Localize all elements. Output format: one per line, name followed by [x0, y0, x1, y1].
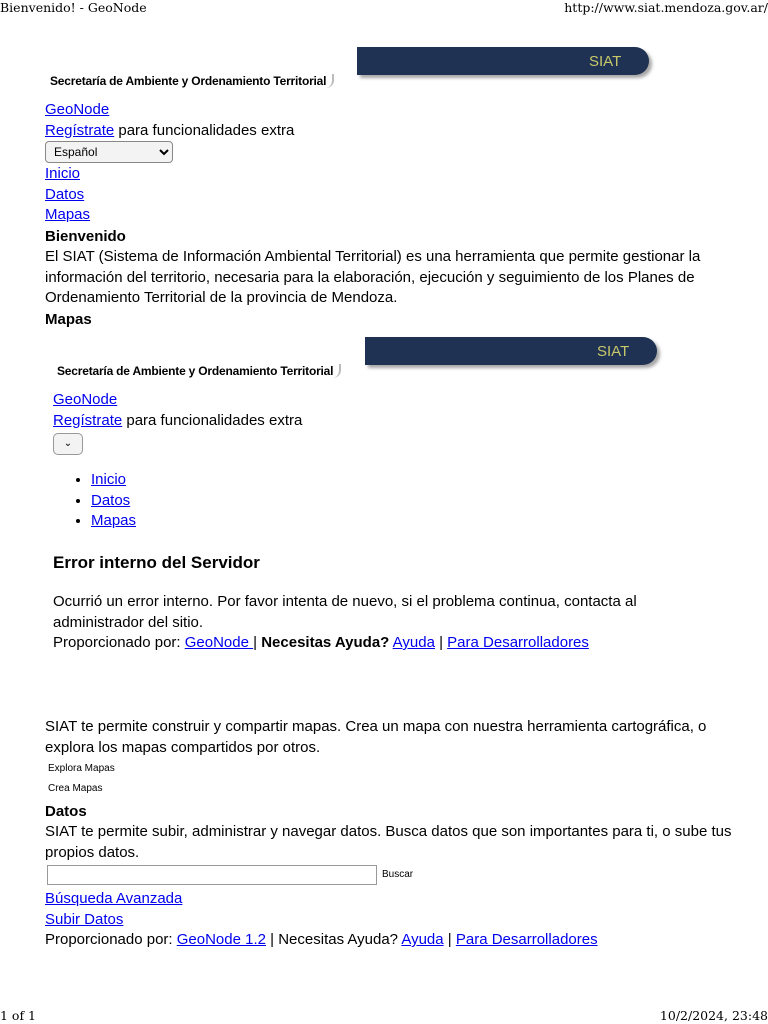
search-button[interactable]: Buscar	[382, 869, 414, 880]
maps-text: SIAT te permite construir y compartir mapas. Crea un mapa con nuestra herramienta cartográfica, o explora los mapas compartidos por otros.	[45, 718, 707, 756]
data-heading: Datos	[45, 803, 87, 820]
embedded-sep2: |	[434, 634, 448, 651]
chevron-down-icon: ⌄	[63, 438, 73, 449]
embedded-help-link[interactable]: Ayuda	[392, 634, 435, 651]
data-text: SIAT te permite subir, administrar y navegar datos. Busca datos que son importantes para ti, o sube tus propios datos.	[45, 823, 732, 861]
footer-devs-link[interactable]: Para Desarrolladores	[455, 931, 598, 948]
main-nav	[45, 164, 90, 226]
embedded-language-select[interactable]	[53, 433, 83, 455]
footer-geonode-link[interactable]: GeoNode 1.2	[176, 931, 266, 948]
footer-help-question: | Necesitas Ayuda?	[265, 931, 402, 948]
nav-inicio-link[interactable]: Inicio	[45, 165, 81, 182]
page-footer	[45, 930, 598, 951]
embedded-footer	[53, 633, 589, 654]
maps-heading: Mapas	[45, 311, 92, 328]
embedded-sep1: |	[253, 634, 262, 651]
print-page-count: 1 of 1	[0, 1008, 37, 1023]
embedded-header-links	[53, 390, 302, 431]
embedded-geonode-footer-link[interactable]: GeoNode	[184, 634, 254, 651]
embedded-siat-banner-bar	[365, 337, 657, 365]
embedded-geonode-link[interactable]: GeoNode	[53, 391, 118, 408]
embedded-nav-datos-link[interactable]: Datos	[91, 491, 131, 509]
embedded-nav	[53, 470, 353, 532]
nav-mapas-link[interactable]: Mapas	[45, 206, 91, 223]
embedded-devs-link[interactable]: Para Desarrolladores	[447, 634, 589, 651]
register-suffix: para funcionalidades extra	[114, 121, 295, 139]
error-title: Error interno del Servidor	[53, 553, 260, 572]
embedded-siat-logo-text: SIAT	[597, 343, 630, 360]
explore-maps-button[interactable]: Explora Mapas	[48, 763, 115, 774]
upload-data-link[interactable]: Subir Datos	[45, 910, 124, 928]
print-page-title: Bienvenido! - GeoNode	[0, 0, 147, 15]
geonode-link[interactable]: GeoNode	[45, 101, 110, 118]
embedded-secretaria-logo: Secretaría de Ambiente y Ordenamiento Territorial	[57, 364, 341, 378]
welcome-text: El SIAT (Sistema de Información Ambiental Territorial) es una herramienta que permite gestionar la información del territorio, necesaria para la elaboración, ejecución y seguimiento de los Planes de Ordenamiento Territorial de la provincia de Mendoza.	[45, 248, 701, 306]
footer-provided-by: Proporcionado por:	[45, 931, 177, 948]
nav-datos-link[interactable]: Datos	[45, 185, 85, 203]
footer-sep: |	[443, 931, 456, 948]
footer-help-link[interactable]: Ayuda	[401, 931, 444, 948]
embedded-provided-by: Proporcionado por:	[53, 634, 185, 651]
embedded-help-question: Necesitas Ayuda?	[261, 634, 390, 651]
embedded-register-link[interactable]: Regístrate	[53, 411, 123, 429]
print-header	[0, 0, 768, 16]
embedded-nav-inicio-link[interactable]: Inicio	[91, 471, 127, 488]
embedded-register-suffix: para funcionalidades extra	[122, 411, 303, 429]
data-links	[45, 889, 182, 930]
embedded-nav-mapas-link[interactable]: Mapas	[91, 512, 137, 529]
create-maps-button[interactable]: Crea Mapas	[48, 783, 103, 794]
welcome-heading: Bienvenido	[45, 228, 126, 245]
siat-banner-bar	[357, 47, 649, 75]
siat-logo-text: SIAT	[589, 53, 622, 70]
advanced-search-link[interactable]: Búsqueda Avanzada	[45, 890, 183, 907]
register-link[interactable]: Regístrate	[45, 121, 115, 139]
search-input[interactable]	[47, 865, 377, 885]
language-select[interactable]	[45, 141, 173, 163]
print-url: http://www.siat.mendoza.gov.ar/	[564, 0, 768, 15]
secretaria-logo: Secretaría de Ambiente y Ordenamiento Territorial	[50, 74, 334, 88]
error-text: Ocurrió un error interno. Por favor intenta de nuevo, si el problema continua, contacta al administrador del sitio.	[53, 593, 637, 631]
print-datetime: 10/2/2024, 23:48	[659, 1008, 768, 1023]
language-select-wrapper	[45, 141, 173, 163]
header-links	[45, 100, 294, 141]
